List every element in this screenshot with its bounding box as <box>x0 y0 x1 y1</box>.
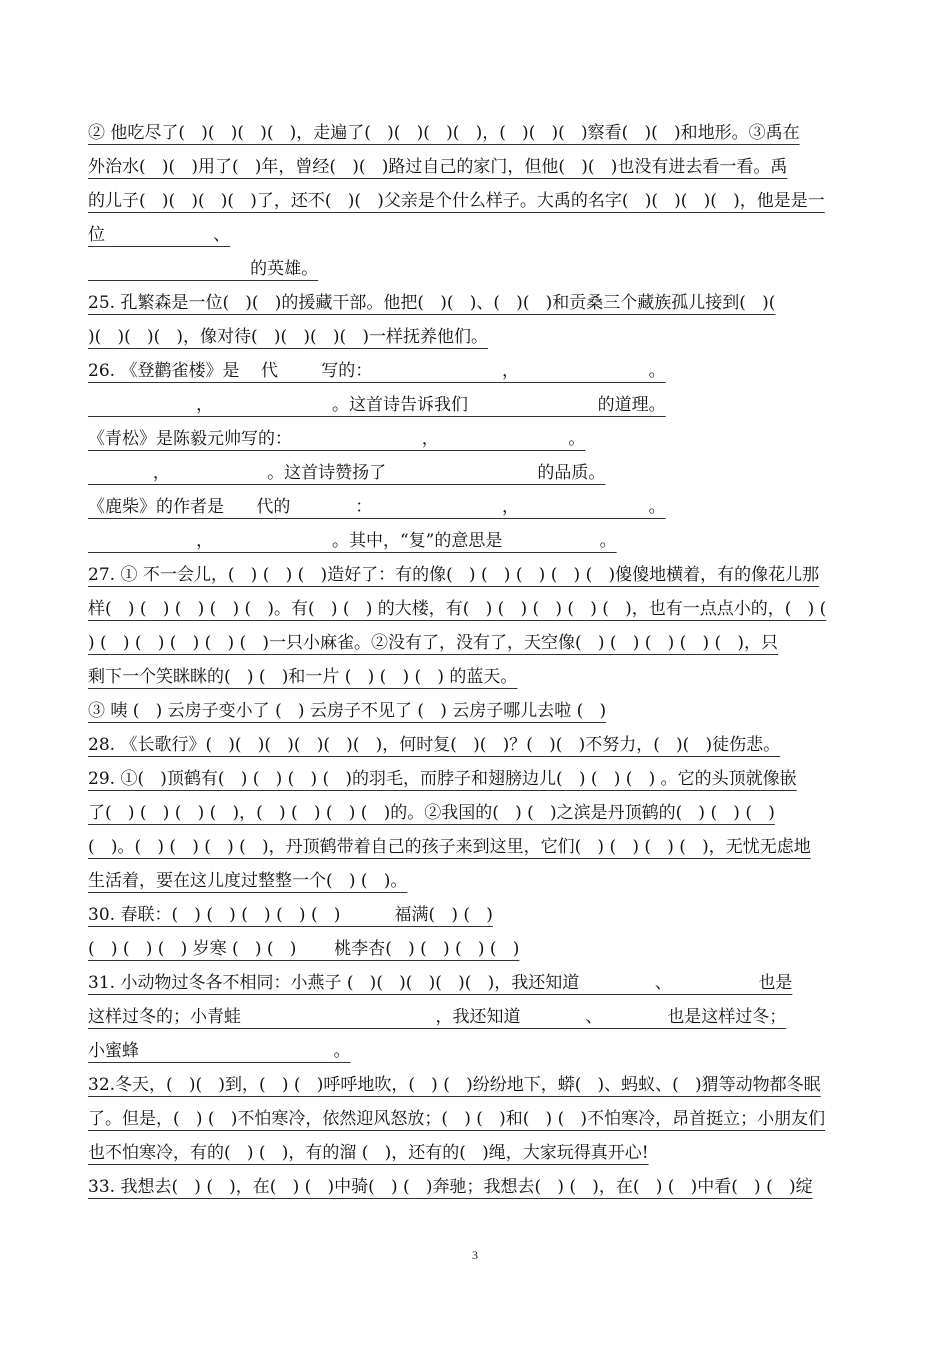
text-line: 也不怕寒冷，有的( ) ( )，有的溜 ( )，还有的( )绳，大家玩得真开心! <box>88 1143 649 1163</box>
text-line: 27. ① 不一会儿，( ) ( ) ( )造好了：有的像( ) ( ) ( ) ( ) ( )傻傻地横着，有的像花儿那 <box>88 565 820 585</box>
text-line: 位 、 <box>88 225 231 245</box>
text-line: 30. 春联：( ) ( ) ( ) ( ) ( ) 福满( ) ( ) <box>88 905 493 925</box>
text-line: ( ) ( ) ( ) 岁寒 ( ) ( ) 桃李杏( ) ( ) ( ) ( ) <box>88 939 520 959</box>
text-line: ( )。( ) ( ) ( ) ( )，丹顶鹤带着自己的孩子来到这里，它们( ) ( ) ( ) ( )，无忧无虑地 <box>88 837 811 857</box>
text-line: 《青松》是陈毅元帅写的： ， 。 <box>88 429 586 449</box>
text-line: 了( ) ( ) ( ) ( )，( ) ( ) ( ) ( )的。②我国的( ) ( )之滨是丹顶鹤的( ) ( ) ( ) <box>88 803 775 823</box>
text-line: 《鹿柴》的作者是 代的 ： ， 。 <box>88 497 666 517</box>
page-content <box>88 118 866 1206</box>
text-line: 29. ①( )顶鹤有( ) ( ) ( ) ( )的羽毛，而脖子和翅膀边儿( ) ( ) ( ) 。它的头顶就像嵌 <box>88 769 797 789</box>
text-line: )( )( )( )，像对待( )( )( )( )一样抚养他们。 <box>88 327 488 347</box>
text-line: 32.冬天，( )( )到，( ) ( )呼呼地吹，( ) ( )纷纷地下，蟒( )、蚂蚁、( )猬等动物都冬眠 <box>88 1075 821 1095</box>
text-line: ) ( ) ( ) ( ) ( ) ( )一只小麻雀。②没有了，没有了，天空像( ) ( ) ( ) ( ) ( )，只 <box>88 633 779 653</box>
text-line: 小蜜蜂 。 <box>88 1041 351 1061</box>
text-line: 33. 我想去( ) ( )，在( ) ( )中骑( ) ( )奔驰；我想去( ) ( )，在( ) ( )中看( ) ( )绽 <box>88 1177 813 1197</box>
text-line: 样( ) ( ) ( ) ( ) ( )。有( ) ( ) 的大楼，有( ) ( ) ( ) ( ) ( )，也有一点点小的，( ) ( <box>88 599 827 619</box>
text-line: 这样过冬的；小青蛙 ，我还知道 、 也是这样过冬； <box>88 1007 787 1027</box>
text-line: 31. 小动物过冬各不相同：小燕子 ( )( )( )( )( )，我还知道 、 也是 <box>88 973 793 993</box>
text-line: 剩下一个笑眯眯的( ) ( )和一片 ( ) ( ) ( ) 的蓝天。 <box>88 667 518 687</box>
text-line: 的儿子( )( )( )( )了，还不( )( )父亲是个什么样子。大禹的名字( )( )( )( )，他是是一 <box>88 191 825 211</box>
text-line: ， 。这首诗告诉我们 的道理。 <box>88 395 666 415</box>
text-line: 25. 孔繁森是一位( )( )的援藏干部。他把( )( )、( )( )和贡桑三个藏族孤儿接到( )( <box>88 293 776 313</box>
text-line: ， 。这首诗赞扬了 的品质。 <box>88 463 606 483</box>
text-line: ② 他吃尽了( )( )( )( )，走遍了( )( )( )( )，( )( )( )察看( )( )和地形。③禹在 <box>88 123 800 143</box>
page-number: 3 <box>472 1248 478 1262</box>
text-line: 的英雄。 <box>88 259 319 279</box>
text-line: ③ 咦 ( ) 云房子变小了 ( ) 云房子不见了 ( ) 云房子哪儿去啦 ( ) <box>88 701 607 721</box>
text-line: ， 。其中，“复”的意思是 。 <box>88 531 617 551</box>
text-line: 外治水( )( )用了( )年，曾经( )( )路过自己的家门，但他( )( )也没有进去看一看。禹 <box>88 157 788 177</box>
text-line: 生活着，要在这儿度过整整一个( ) ( )。 <box>88 871 408 891</box>
text-line: 28. 《长歌行》( )( )( )( )( )( )，何时复( )( )？( )( )不努力，( )( )徒伤悲。 <box>88 735 781 755</box>
text-line: 了。但是，( ) ( )不怕寒冷，依然迎风怒放；( ) ( )和( ) ( )不怕寒冷，昂首挺立；小朋友们 <box>88 1109 826 1129</box>
text-line: 26. 《登鹳雀楼》是 代 写的： ， 。 <box>88 361 666 381</box>
